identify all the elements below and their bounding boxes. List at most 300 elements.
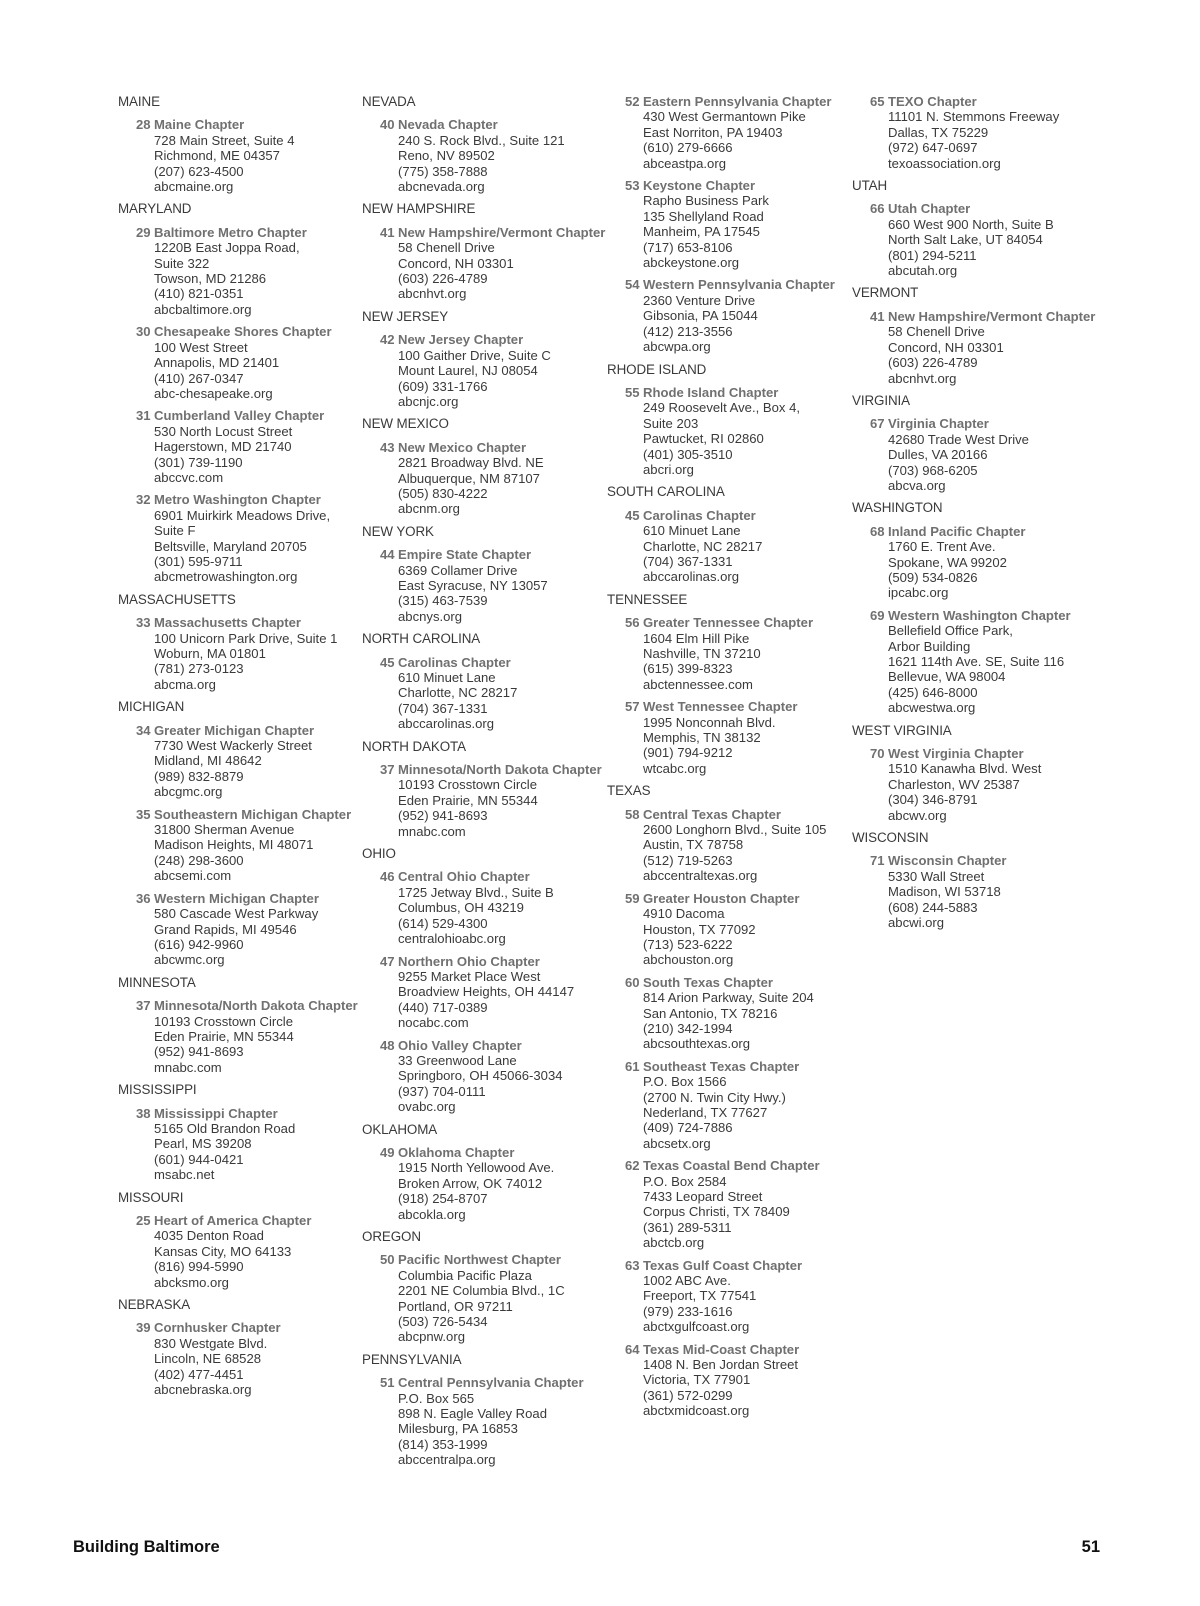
chapter-website[interactable]: texoassociation.org — [888, 155, 1001, 171]
state-heading: VERMONT — [852, 285, 919, 301]
chapter-heading — [136, 225, 368, 240]
state-section — [118, 699, 368, 968]
chapter-address-line: 1220B East Joppa Road, — [154, 240, 300, 256]
chapter-address-line: 11101 N. Stemmons Freeway — [888, 109, 1060, 125]
chapter-name: Pacific Northwest Chapter — [398, 1252, 561, 1268]
chapter-heading — [136, 1213, 368, 1228]
chapter-website[interactable]: abcutah.org — [888, 263, 958, 279]
chapter-name: Baltimore Metro Chapter — [154, 224, 307, 240]
chapter-phone: (315) 463-7539 — [398, 593, 488, 609]
chapter-heading — [870, 853, 1102, 868]
chapter-phone: (301) 595-9711 — [154, 553, 243, 569]
state-heading: RHODE ISLAND — [607, 361, 707, 377]
state-heading: MISSISSIPPI — [118, 1082, 197, 1098]
chapter-number: 69 — [870, 607, 885, 623]
chapter-contact — [888, 623, 1102, 715]
chapter-number: 48 — [380, 1037, 395, 1053]
chapter-heading — [136, 1106, 368, 1121]
chapter-website[interactable]: abckeystone.org — [643, 255, 740, 271]
chapter-address-line: 31800 Sherman Avenue — [154, 822, 295, 838]
chapter-number: 64 — [625, 1341, 640, 1357]
chapter-phone: (918) 254-8707 — [398, 1191, 488, 1207]
chapter-heading — [870, 201, 1102, 216]
chapter-heading — [625, 178, 857, 193]
chapter-contact — [154, 822, 368, 884]
state-heading: VIRGINIA — [852, 392, 910, 408]
state-section — [852, 500, 1102, 715]
chapter-address-line: P.O. Box 1566 — [643, 1074, 727, 1090]
state-section — [118, 592, 368, 692]
chapter-number: 67 — [870, 416, 885, 432]
chapter-number: 65 — [870, 94, 885, 109]
chapter-address-line: 100 Gaither Drive, Suite C — [398, 347, 551, 363]
chapter-entry — [136, 225, 368, 317]
chapter-contact — [643, 906, 857, 968]
chapter-number: 66 — [870, 201, 885, 217]
chapter-heading — [380, 954, 612, 969]
chapter-name: Virginia Chapter — [888, 416, 989, 432]
chapter-website[interactable]: abcnys.org — [398, 608, 463, 624]
chapter-phone: (410) 267-0347 — [154, 370, 244, 386]
chapter-website[interactable]: abcwmc.org — [154, 952, 225, 968]
chapter-name: Chesapeake Shores Chapter — [154, 324, 332, 340]
directory-column-3 — [607, 94, 857, 1426]
chapter-number: 68 — [870, 523, 885, 539]
chapter-address-line: Broken Arrow, OK 74012 — [398, 1175, 543, 1191]
chapter-number: 61 — [625, 1058, 640, 1074]
chapter-phone: (775) 358-7888 — [398, 163, 488, 179]
chapter-website[interactable]: abcnhvt.org — [888, 370, 957, 386]
chapter-address-line: 6901 Muirkirk Meadows Drive, — [154, 507, 331, 523]
chapter-phone: (425) 646-8000 — [888, 684, 978, 700]
chapter-contact — [154, 906, 368, 968]
chapter-heading — [136, 807, 368, 822]
chapter-phone: (704) 367-1331 — [643, 553, 733, 569]
state-heading: WASHINGTON — [852, 500, 943, 516]
chapter-phone: (304) 346-8791 — [888, 792, 978, 808]
chapter-entry — [136, 117, 368, 194]
chapter-address-line: 58 Chenell Drive — [398, 240, 495, 256]
state-section — [362, 309, 612, 409]
chapter-address-line: 2360 Venture Drive — [643, 292, 756, 308]
chapter-contact — [643, 1074, 857, 1151]
chapter-name: Massachusetts Chapter — [154, 615, 301, 631]
chapter-website[interactable]: abceastpa.org — [643, 155, 726, 171]
chapter-contact — [888, 217, 1102, 279]
chapter-address-line: Eden Prairie, MN 55344 — [398, 792, 538, 808]
chapter-phone: (801) 294-5211 — [888, 247, 977, 263]
chapter-heading — [136, 891, 368, 906]
chapter-contact — [154, 1121, 368, 1183]
chapter-address-line: 814 Arion Parkway, Suite 204 — [643, 990, 814, 1006]
chapter-heading — [870, 524, 1102, 539]
chapter-heading — [625, 807, 857, 822]
state-heading: SOUTH CAROLINA — [607, 484, 725, 500]
chapter-contact — [398, 969, 612, 1031]
chapter-address-line: Charlotte, NC 28217 — [398, 685, 518, 701]
chapter-address-line: 7433 Leopard Street — [643, 1189, 763, 1204]
chapter-heading — [136, 615, 368, 630]
chapter-address-line: 100 Unicorn Park Drive, Suite 1 — [154, 630, 338, 646]
chapter-contact — [888, 869, 1102, 931]
state-section — [607, 94, 857, 355]
chapter-website[interactable]: abccarolinas.org — [643, 569, 740, 585]
chapter-heading — [380, 869, 612, 884]
chapter-number: 37 — [380, 762, 395, 778]
chapter-name: Inland Pacific Chapter — [888, 523, 1026, 539]
chapter-heading — [625, 1158, 857, 1173]
chapter-phone: (616) 942-9960 — [154, 936, 244, 952]
chapter-website[interactable]: abcma.org — [154, 676, 216, 692]
chapter-address-line: San Antonio, TX 78216 — [643, 1005, 778, 1021]
chapter-address-line: 1725 Jetway Blvd., Suite B — [398, 884, 554, 900]
chapter-contact — [888, 761, 1102, 823]
chapter-entry — [380, 954, 612, 1031]
chapter-phone: (704) 367-1331 — [398, 700, 488, 716]
chapter-address-line: 1002 ABC Ave. — [643, 1273, 731, 1289]
chapter-entry — [136, 807, 368, 884]
chapter-phone: (972) 647-0697 — [888, 140, 978, 156]
chapter-website[interactable]: abcwi.org — [888, 915, 945, 931]
chapter-website[interactable]: abcgmc.org — [154, 784, 223, 800]
chapter-number: 55 — [625, 384, 640, 400]
chapter-entry — [136, 615, 368, 692]
chapter-address-line: Pawtucket, RI 02860 — [643, 431, 764, 447]
chapter-heading — [380, 655, 612, 670]
chapter-address-line: Columbus, OH 43219 — [398, 900, 524, 916]
chapter-number: 44 — [380, 547, 395, 563]
chapter-contact — [398, 348, 612, 410]
chapter-heading — [380, 1038, 612, 1053]
state-heading: NORTH CAROLINA — [362, 631, 481, 647]
chapter-address-line: 728 Main Street, Suite 4 — [154, 132, 295, 148]
chapter-website[interactable]: abcnm.org — [398, 501, 460, 517]
chapter-address-line: Hagerstown, MD 21740 — [154, 439, 292, 455]
state-section — [852, 285, 1102, 385]
chapter-website[interactable]: abctennessee.com — [643, 676, 753, 692]
chapter-name: Wisconsin Chapter — [888, 853, 1007, 869]
chapter-entry — [136, 891, 368, 968]
chapter-contact — [643, 822, 857, 884]
state-section — [607, 362, 857, 478]
state-section — [852, 723, 1102, 823]
chapter-contact — [154, 1014, 368, 1076]
chapter-address-line: Rapho Business Park — [643, 193, 769, 209]
chapter-address-line: Charleston, WV 25387 — [888, 776, 1020, 792]
chapter-number: 45 — [625, 507, 640, 523]
chapter-name: Western Michigan Chapter — [154, 890, 319, 906]
chapter-website[interactable]: abcsouthtexas.org — [643, 1036, 751, 1052]
chapter-address-line: Eden Prairie, MN 55344 — [154, 1028, 294, 1044]
chapter-heading — [870, 94, 1102, 109]
state-section — [852, 94, 1102, 171]
state-section — [118, 94, 368, 194]
chapter-heading — [625, 94, 857, 109]
chapter-website[interactable]: abcwpa.org — [643, 339, 711, 355]
chapter-website[interactable]: abctcb.org — [643, 1235, 705, 1251]
chapter-heading — [870, 309, 1102, 324]
chapter-address-line: Bellefield Office Park, — [888, 623, 1013, 639]
chapter-address-line: Houston, TX 77092 — [643, 921, 756, 937]
chapter-address-line: 5330 Wall Street — [888, 868, 985, 884]
chapter-website[interactable]: abccvc.com — [154, 469, 224, 485]
chapter-website[interactable]: centralohioabc.org — [398, 931, 506, 947]
chapter-entry — [380, 762, 612, 839]
chapter-website[interactable]: abctxgulfcoast.org — [643, 1319, 750, 1335]
chapter-contact — [154, 1336, 368, 1398]
chapter-entry — [380, 655, 612, 732]
chapter-entry — [380, 332, 612, 409]
chapter-name: Eastern Pennsylvania Chapter — [643, 94, 832, 109]
chapter-entry — [625, 975, 857, 1052]
chapter-address-line: (2700 N. Twin City Hwy.) — [643, 1089, 786, 1105]
chapter-website[interactable]: abcsemi.com — [154, 868, 232, 884]
chapter-website[interactable]: abchouston.org — [643, 952, 734, 968]
chapter-phone: (503) 726-5434 — [398, 1314, 488, 1330]
chapter-phone: (608) 244-5883 — [888, 899, 978, 915]
chapter-phone: (937) 704-0111 — [398, 1083, 486, 1099]
chapter-website[interactable]: abcokla.org — [398, 1206, 466, 1222]
chapter-website[interactable]: abcri.org — [643, 461, 694, 477]
chapter-number: 50 — [380, 1252, 395, 1268]
state-heading: NORTH DAKOTA — [362, 738, 466, 754]
chapter-number: 59 — [625, 890, 640, 906]
chapter-address-line: Memphis, TN 38132 — [643, 730, 761, 746]
chapter-website[interactable]: abcnebraska.org — [154, 1382, 252, 1398]
chapter-website[interactable]: abcpnw.org — [398, 1329, 465, 1345]
chapter-address-line: 240 S. Rock Blvd., Suite 121 — [398, 132, 565, 148]
chapter-heading — [380, 1145, 612, 1160]
chapter-address-line: Kansas City, MO 64133 — [154, 1243, 292, 1259]
state-section — [118, 1190, 368, 1290]
chapter-name: New Hampshire/Vermont Chapter — [888, 308, 1096, 324]
chapter-website[interactable]: abcnjc.org — [398, 393, 459, 409]
chapter-address-line: Broadview Heights, OH 44147 — [398, 984, 575, 1000]
chapter-entry — [625, 1342, 857, 1419]
chapter-contact — [398, 670, 612, 732]
chapter-name: Minnesota/North Dakota Chapter — [398, 762, 602, 778]
chapter-website[interactable]: abccentraltexas.org — [643, 868, 758, 884]
chapter-address-line: 10193 Crosstown Circle — [398, 777, 537, 793]
chapter-address-line: 7730 West Wackerly Street — [154, 738, 312, 754]
chapter-website[interactable]: abcnevada.org — [398, 179, 485, 195]
chapter-heading — [625, 699, 857, 714]
chapter-name: Southeast Texas Chapter — [643, 1058, 800, 1074]
chapter-name: Southeastern Michigan Chapter — [154, 806, 352, 822]
chapter-contact — [643, 109, 857, 171]
chapter-heading — [625, 385, 857, 400]
state-heading: NEVADA — [362, 94, 416, 109]
chapter-contact — [398, 1160, 612, 1222]
chapter-address-line: 1760 E. Trent Ave. — [888, 539, 996, 555]
state-section — [852, 178, 1102, 278]
chapter-name: Oklahoma Chapter — [398, 1144, 515, 1160]
chapter-name: South Texas Chapter — [643, 974, 773, 990]
state-heading: TENNESSEE — [607, 591, 688, 607]
chapter-number: 36 — [136, 890, 151, 906]
chapter-phone: (603) 226-4789 — [398, 271, 488, 287]
footer-page-number: 51 — [1081, 1538, 1100, 1556]
chapter-address-line: Charlotte, NC 28217 — [643, 538, 763, 554]
chapter-address-line: 5165 Old Brandon Road — [154, 1120, 296, 1136]
chapter-address-line: Richmond, ME 04357 — [154, 148, 280, 164]
chapter-address-line: North Salt Lake, UT 84054 — [888, 232, 1043, 248]
chapter-heading — [136, 1320, 368, 1335]
state-heading: OHIO — [362, 846, 396, 862]
chapter-address-line: Midland, MI 48642 — [154, 753, 262, 769]
chapter-entry — [870, 608, 1102, 716]
state-heading: MISSOURI — [118, 1189, 184, 1205]
directory-column-1 — [118, 94, 368, 1404]
chapter-address-line: 1915 North Yellowood Ave. — [398, 1160, 555, 1176]
chapter-phone: (703) 968-6205 — [888, 462, 978, 478]
chapter-address-line: 10193 Crosstown Circle — [154, 1013, 293, 1029]
chapter-name: Ohio Valley Chapter — [398, 1037, 522, 1053]
chapter-entry — [625, 615, 857, 692]
chapter-number: 31 — [136, 408, 151, 424]
chapter-phone: (210) 342-1994 — [643, 1020, 733, 1036]
chapter-address-line: 610 Minuet Lane — [643, 523, 741, 539]
chapter-address-line: Lincoln, NE 68528 — [154, 1351, 262, 1367]
chapter-entry — [870, 746, 1102, 823]
chapter-address-line: Dallas, TX 75229 — [888, 124, 989, 140]
chapter-entry — [870, 524, 1102, 601]
chapter-heading — [136, 723, 368, 738]
chapter-number: 30 — [136, 324, 151, 340]
chapter-heading — [380, 1252, 612, 1267]
chapter-heading — [136, 324, 368, 339]
chapter-number: 54 — [625, 277, 640, 293]
chapter-contact — [398, 777, 612, 839]
chapter-address-line: 610 Minuet Lane — [398, 670, 496, 685]
chapter-website[interactable]: ovabc.org — [398, 1099, 456, 1115]
chapter-contact — [643, 400, 857, 477]
chapter-address-line: Portland, OR 97211 — [398, 1298, 513, 1314]
chapter-website[interactable]: abcwv.org — [888, 807, 947, 823]
chapter-number: 47 — [380, 953, 395, 969]
chapter-entry — [136, 492, 368, 584]
state-section — [362, 1352, 612, 1468]
chapter-phone: (505) 830-4222 — [398, 485, 488, 501]
chapter-phone: (361) 289-5311 — [643, 1219, 732, 1235]
chapter-phone: (509) 534-0826 — [888, 569, 978, 585]
chapter-name: West Virginia Chapter — [888, 746, 1024, 762]
chapter-website[interactable]: abccarolinas.org — [398, 716, 495, 732]
chapter-website[interactable]: abcmaine.org — [154, 179, 234, 195]
chapter-phone: (601) 944-0421 — [154, 1151, 244, 1167]
chapter-address-line: Freeport, TX 77541 — [643, 1288, 757, 1304]
chapter-name: Western Pennsylvania Chapter — [643, 277, 835, 293]
chapter-phone: (361) 572-0299 — [643, 1387, 733, 1403]
chapter-name: Texas Mid-Coast Chapter — [643, 1341, 800, 1357]
chapter-website[interactable]: abctxmidcoast.org — [643, 1403, 750, 1419]
chapter-website[interactable]: msabc.net — [154, 1167, 215, 1183]
chapter-name: Cornhusker Chapter — [154, 1320, 281, 1336]
chapter-address-line: 2821 Broadway Blvd. NE — [398, 455, 544, 471]
chapter-name: Central Texas Chapter — [643, 806, 782, 822]
chapter-website[interactable]: abc-chesapeake.org — [154, 385, 273, 401]
chapter-heading — [625, 1059, 857, 1074]
state-heading: MARYLAND — [118, 201, 192, 217]
chapter-entry — [625, 94, 857, 171]
chapter-entry — [380, 225, 612, 302]
chapter-heading — [625, 1258, 857, 1273]
directory-column-2 — [362, 94, 612, 1475]
chapter-entry — [136, 998, 368, 1075]
chapter-heading — [136, 408, 368, 423]
chapter-entry — [136, 408, 368, 485]
chapter-entry — [625, 508, 857, 585]
state-heading: OREGON — [362, 1229, 421, 1244]
chapter-entry — [870, 94, 1102, 171]
chapter-name: Western Washington Chapter — [888, 607, 1071, 623]
chapter-contact — [643, 193, 857, 270]
chapter-website[interactable]: wtcabc.org — [643, 760, 707, 776]
chapter-address-line: 1604 Elm Hill Pike — [643, 630, 750, 646]
chapter-number: 34 — [136, 722, 151, 738]
chapter-website[interactable]: abccentralpa.org — [398, 1452, 496, 1468]
chapter-phone: (609) 331-1766 — [398, 378, 488, 394]
chapter-address-line: 660 West 900 North, Suite B — [888, 216, 1054, 232]
chapter-name: Greater Tennessee Chapter — [643, 615, 814, 631]
state-section — [118, 1297, 368, 1397]
chapter-heading — [380, 117, 612, 132]
chapter-website[interactable]: abcwestwa.org — [888, 700, 976, 716]
state-heading: NEW HAMPSHIRE — [362, 201, 476, 217]
chapter-address-line: 33 Greenwood Lane — [398, 1052, 517, 1068]
chapter-name: Greater Michigan Chapter — [154, 722, 315, 738]
chapter-phone: (781) 273-0123 — [154, 661, 244, 677]
chapter-name: Cumberland Valley Chapter — [154, 408, 325, 424]
chapter-contact — [154, 508, 368, 585]
chapter-address-line: East Norriton, PA 19403 — [643, 124, 783, 140]
chapter-heading — [380, 762, 612, 777]
chapter-website[interactable]: abcnhvt.org — [398, 286, 467, 302]
chapter-entry — [625, 178, 857, 270]
chapter-website[interactable]: nocabc.com — [398, 1015, 469, 1031]
chapter-address-line: 42680 Trade West Drive — [888, 431, 1029, 447]
chapter-number: 45 — [380, 654, 395, 670]
chapter-website[interactable]: abcbaltimore.org — [154, 301, 252, 317]
chapter-website[interactable]: mnabc.com — [154, 1059, 222, 1075]
chapter-number: 29 — [136, 224, 151, 240]
chapter-directory — [0, 94, 1200, 1514]
chapter-website[interactable]: abcksmo.org — [154, 1274, 229, 1290]
chapter-address-line: 1621 114th Ave. SE, Suite 116 — [888, 654, 1065, 669]
chapter-contact — [154, 424, 368, 486]
chapter-name: West Tennessee Chapter — [643, 699, 798, 715]
chapter-website[interactable]: abcva.org — [888, 477, 946, 493]
chapter-address-line: 6369 Collamer Drive — [398, 562, 518, 578]
state-heading: NEW YORK — [362, 523, 434, 539]
chapter-address-line: 530 North Locust Street — [154, 423, 293, 439]
chapter-heading — [625, 508, 857, 523]
chapter-address-line: P.O. Box 565 — [398, 1390, 475, 1406]
chapter-address-line: P.O. Box 2584 — [643, 1173, 727, 1189]
chapter-website[interactable]: abcsetx.org — [643, 1135, 711, 1151]
chapter-heading — [136, 492, 368, 507]
state-section — [362, 1122, 612, 1222]
state-heading: NEBRASKA — [118, 1297, 191, 1313]
chapter-website[interactable]: abcmetrowashington.org — [154, 569, 298, 585]
state-section — [362, 631, 612, 731]
chapter-website[interactable]: ipcabc.org — [888, 585, 949, 601]
chapter-name: Carolinas Chapter — [643, 507, 756, 523]
chapter-contact — [643, 1174, 857, 1251]
chapter-website[interactable]: mnabc.com — [398, 823, 466, 839]
chapter-number: 70 — [870, 746, 885, 762]
state-section — [362, 94, 612, 194]
